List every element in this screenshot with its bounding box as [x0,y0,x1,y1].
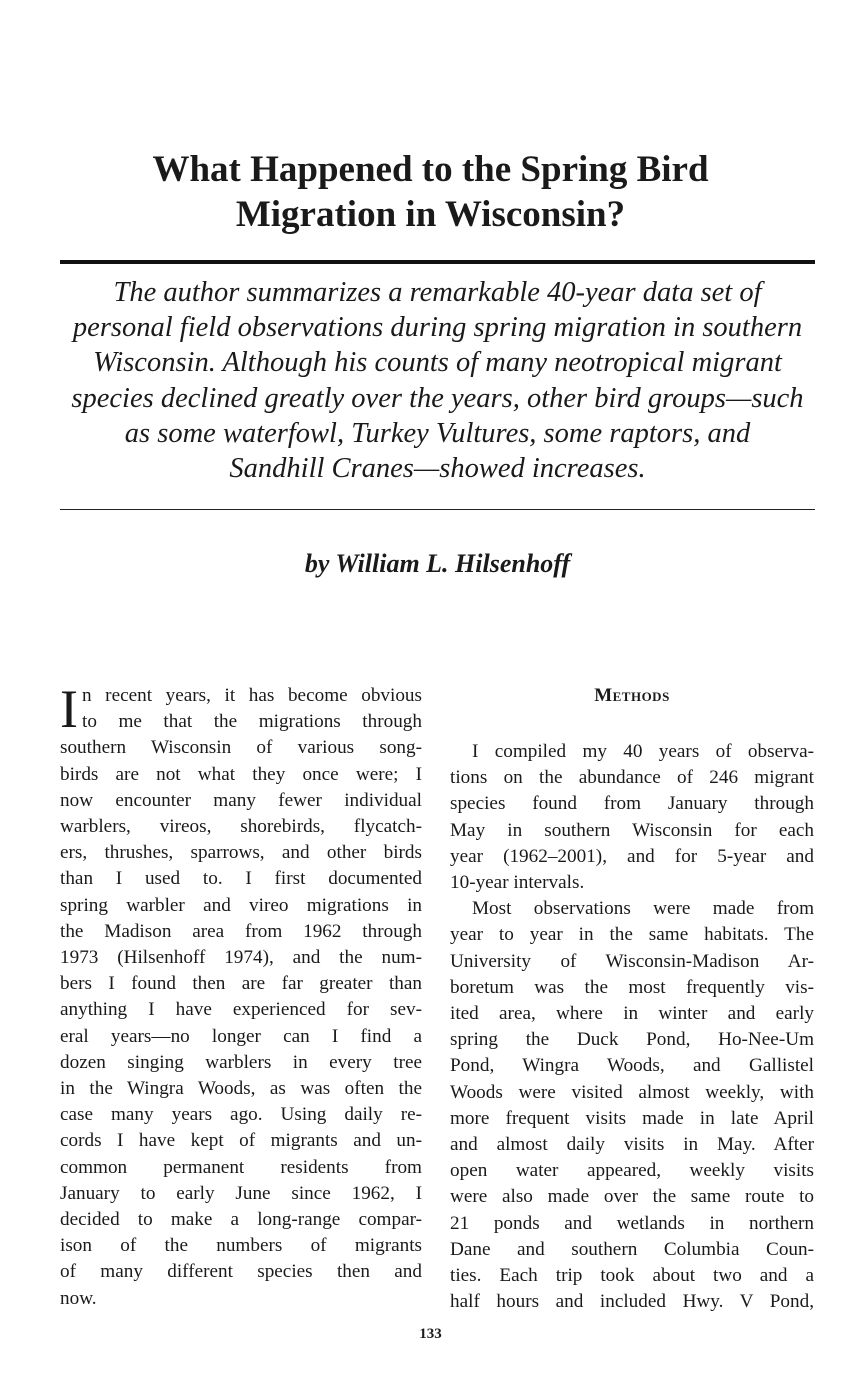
text-line: year (1962–2001), and for 5-year and [450,845,814,867]
text-line: half hours and included Hwy. V Pond, [450,1291,814,1313]
text-line: now. [60,1287,97,1309]
text-line: Most observations were made from [472,898,814,920]
text-line: I compiled my 40 years of observa- [472,741,814,762]
drop-cap: I [60,679,78,739]
text-line: in the Wingra Woods, as was often the [60,1078,422,1100]
text-line: the Madison area from 1962 through [60,920,422,942]
text-line: were also made over the same route to [450,1186,814,1208]
abstract-line: Wisconsin. Although his counts of many neotropical migrant [93,347,782,379]
abstract-line: The author summarizes a remarkable 40-year data set of [113,277,762,308]
bottom-rule-divider [60,509,815,510]
text-line: birds are not what they once were; I [60,763,422,785]
text-line: warblers, vireos, shorebirds, flycatch- [60,816,422,838]
text-line: cords I have kept of migrants and un- [60,1130,422,1152]
text-line: to me that the migrations through [81,711,422,733]
abstract-line: Sandhill Cranes—showed increases. [229,453,646,485]
left-column [60,679,422,1312]
author-byline: by William L. Hilsenhoff [304,549,571,578]
text-line: bers I found then are far greater than [60,973,422,995]
text-line: ers, thrushes, sparrows, and other birds [60,842,422,864]
text-line: than I used to. I first documented [60,868,422,890]
text-line: Pond, Wingra Woods, and Gallistel [450,1055,814,1077]
text-line: ison of the numbers of migrants [60,1235,422,1257]
abstract-line: species declined greatly over the years, other bird groups—such [71,382,804,414]
text-line: dozen singing warblers in every tree [60,1051,422,1073]
text-line: open water appeared, weekly visits [450,1160,814,1182]
right-column [450,683,814,1315]
text-line: southern Wisconsin of various song- [60,737,422,759]
text-line: species found from January through [450,793,814,815]
article-title [60,147,801,237]
title-line-2: Migration in Wisconsin? [235,193,626,235]
text-line: spring warbler and vireo migrations in [60,894,422,916]
page-number: 133 [419,1326,442,1342]
text-line: boretum was the most frequently vis- [450,976,814,998]
text-line: ited area, where in winter and early [450,1003,814,1025]
text-line: more frequent visits made in late April [450,1107,814,1129]
text-line: spring the Duck Pond, Ho-Nee-Um [450,1029,814,1051]
abstract-line: as some waterfowl, Turkey Vultures, some raptors, and [124,417,751,449]
section-heading-methods: Methods [594,685,670,706]
abstract [60,275,815,486]
text-line: decided to make a long-range compar- [60,1209,422,1231]
text-line: eral years—no longer can I find a [60,1025,422,1047]
text-line: 10-year intervals. [450,872,585,894]
text-line: 1973 (Hilsenhoff 1974), and the num- [60,947,422,969]
abstract-line: personal field observations during spring migration in southern [72,312,803,344]
text-line: May in southern Wisconsin for each [450,819,814,841]
text-line: n recent years, it has become obvious [81,685,422,706]
title-line-1: What Happened to the Spring Bird [152,148,709,190]
text-line: now encounter many fewer individual [60,789,422,811]
text-line: University of Wisconsin-Madison Ar- [450,950,814,972]
text-line: anything I have experienced for sev- [60,999,422,1021]
text-line: Dane and southern Columbia Coun- [450,1238,814,1260]
text-line: ties. Each trip took about two and a [450,1265,814,1287]
text-line: and almost daily visits in May. After [450,1134,814,1156]
text-line: year to year in the same habitats. The [450,924,814,946]
text-line: common permanent residents from [60,1156,422,1178]
text-line: January to early June since 1962, I [60,1182,422,1204]
top-rule-divider [60,260,815,264]
text-line: case many years ago. Using daily re- [60,1104,422,1126]
text-line: Woods were visited almost weekly, with [450,1081,814,1103]
text-line: of many different species then and [60,1261,422,1283]
text-line: 21 ponds and wetlands in northern [450,1212,814,1234]
text-line: tions on the abundance of 246 migrant [450,767,814,789]
